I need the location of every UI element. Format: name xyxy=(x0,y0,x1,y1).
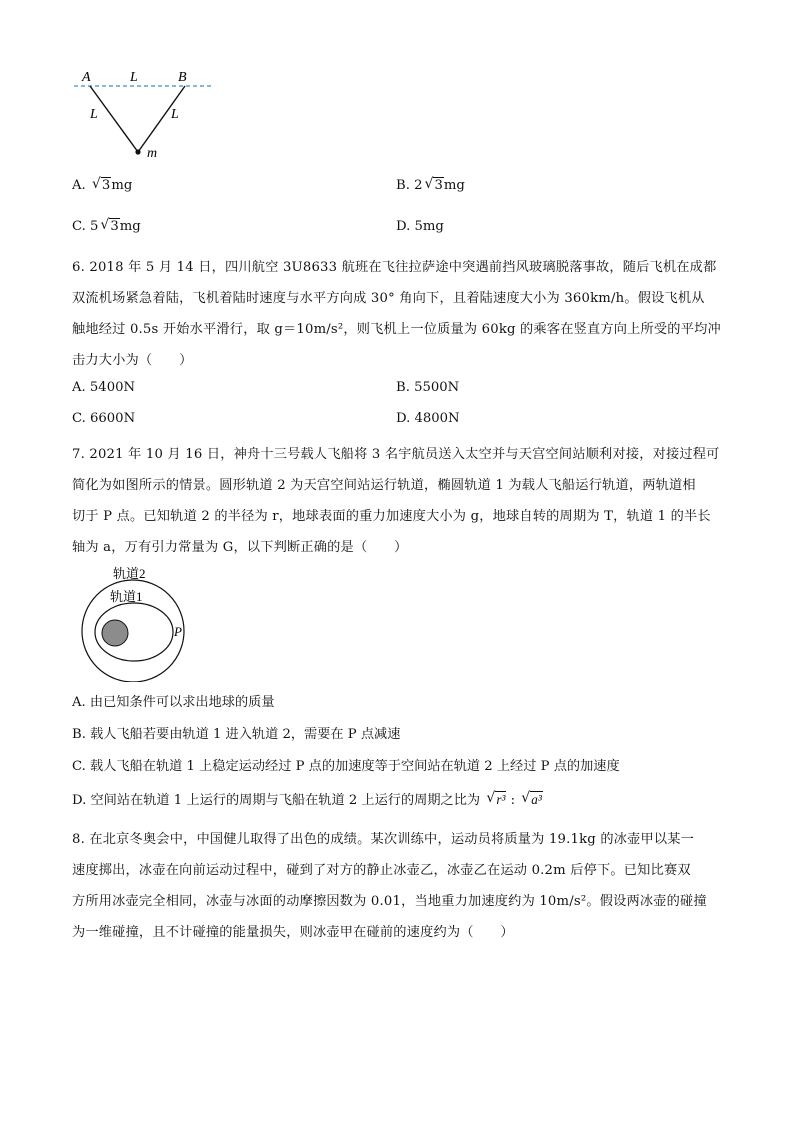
label-b: B xyxy=(178,70,187,85)
q6-line-4: 击力大小为（ ） xyxy=(72,353,193,368)
label-l-top: L xyxy=(130,70,138,85)
q7-line-1: 7. 2021 年 10 月 16 日，神舟十三号载人飞船将 3 名宇航员送入太空并与天宫空间站顺利对接，对接过程可 xyxy=(72,447,720,462)
q8-line-2: 速度掷出，冰壶在向前运动过程中，碰到了对方的静止冰壶乙，冰壶乙在运动 0.2m 后停下。已知比赛双 xyxy=(72,863,691,878)
q5-option-a: A. √ 3mg xyxy=(72,178,132,193)
label-l-right: L xyxy=(171,107,179,122)
q6-line-2: 双流机场紧急着陆，飞机着陆时速度与水平方向成 30° 角向下，且着陆速度大小为 360km/h。假设飞机从 xyxy=(72,291,705,306)
q6-option-d: D. 4800N xyxy=(396,411,460,426)
q6-line-1: 6. 2018 年 5 月 14 日，四川航空 3U8633 航班在飞往拉萨途中突遇前挡风玻璃脱落事故，随后飞机在成都 xyxy=(72,260,717,275)
q6-option-c: C. 6600N xyxy=(72,411,136,426)
q7-option-d: D. 空间站在轨道 1 上运行的周期与飞船在轨道 2 上运行的周期之比为 √ r³ : √ a³ xyxy=(72,789,543,808)
string-figure xyxy=(70,62,220,162)
q8-line-3: 方所用冰壶完全相同，冰壶与冰面的动摩擦因数为 0.01，当地重力加速度约为 10m/s²。假设两冰壶的碰撞 xyxy=(72,894,707,909)
q6-option-b: B. 5500N xyxy=(396,380,460,395)
q7-line-3: 切于 P 点。已知轨道 2 的半径为 r，地球表面的重力加速度大小为 g，地球自转的周期为 T，轨道 1 的半长 xyxy=(72,509,711,524)
q7-line-4: 轴为 a，万有引力常量为 G，以下判断正确的是（ ） xyxy=(72,540,408,555)
label-a: A xyxy=(82,70,91,85)
q6-line-3: 触地经过 0.5s 开始水平滑行，取 g＝10m/s²，则飞机上一位质量为 60kg 的乘客在竖直方向上所受的平均冲 xyxy=(72,322,721,337)
sqrt-symbol: √ 3 xyxy=(100,219,119,234)
orbit-figure xyxy=(70,562,200,682)
q7-line-2: 简化为如图所示的情景。圆形轨道 2 为天宫空间站运行轨道，椭圆轨道 1 为载人飞船运行轨道，两轨道相 xyxy=(72,478,696,493)
q8-line-4: 为一维碰撞，且不计碰撞的能量损失，则冰壶甲在碰前的速度约为（ ） xyxy=(72,925,514,940)
q5-option-d: D. 5mg xyxy=(396,219,444,234)
q8-line-1: 8. 在北京冬奥会中，中国健儿取得了出色的成绩。某次训练中，运动员将质量为 19.1kg 的冰壶甲以某一 xyxy=(72,832,695,847)
label-l-left: L xyxy=(90,107,98,122)
q7-option-c: C. 载人飞船在轨道 1 上稳定运动经过 P 点的加速度等于空间站在轨道 2 上经过 P 点的加速度 xyxy=(72,759,620,774)
sqrt-symbol: √ r³ xyxy=(486,792,506,808)
sqrt-symbol: √ 3 xyxy=(424,178,443,193)
label-m: m xyxy=(147,146,158,161)
q6-option-a: A. 5400N xyxy=(72,380,136,395)
point-p-label: P xyxy=(174,624,182,639)
q7-option-a: A. 由已知条件可以求出地球的质量 xyxy=(72,695,275,710)
q5-option-c: C. 5√ 3mg xyxy=(72,219,141,234)
sqrt-symbol: √ a³ xyxy=(521,792,543,808)
earth xyxy=(102,620,128,646)
orbit-1-label: 轨道1 xyxy=(110,589,143,604)
sqrt-symbol: √ 3 xyxy=(92,178,111,193)
q7-option-b: B. 载人飞船若要由轨道 1 进入轨道 2，需要在 P 点减速 xyxy=(72,727,401,742)
q5-option-b: B. 2√ 3mg xyxy=(396,178,465,193)
orbit-2-label: 轨道2 xyxy=(113,566,146,581)
mass-point xyxy=(135,149,140,154)
